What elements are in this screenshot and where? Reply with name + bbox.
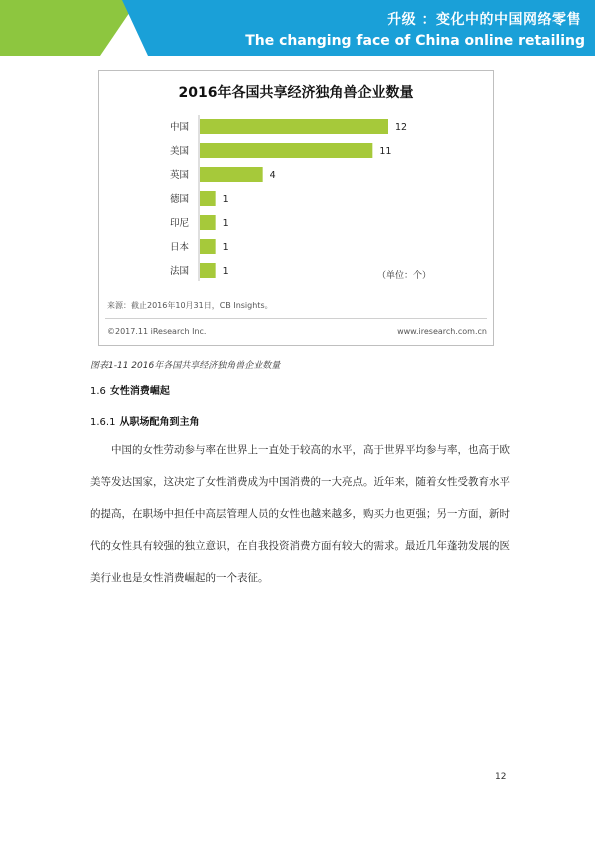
chart-value-label: 11 [379,146,392,157]
section-number: 1.6 [90,386,106,397]
section-title: 女性消费崛起 [109,386,170,397]
chart-value-label: 1 [222,218,229,229]
report-title-cn: 升级 ：变化中的中国网络零售 [387,12,581,28]
subsection-heading [90,413,199,428]
chart-category-label: 德国 [169,194,189,205]
chart-value-label: 1 [222,242,229,253]
chart-value-label: 1 [222,266,229,277]
chart-bar [200,215,216,230]
paragraph-line: 代的女性具有较强的独立意识，在自我投资消费方面有较大的需求。最近几年蓬勃发展的医 [90,540,510,552]
chart-value-label: 1 [222,194,229,205]
paragraph-line: 美行业也是女性消费崛起的一个表征。 [90,572,269,584]
subsection-title: 从职场配角到主角 [119,417,200,428]
chart-category-label: 法国 [169,266,189,277]
bar-chart [99,71,493,301]
paragraph-line: 中国的女性劳动参与率在世界上一直处于较高的水平，高于世界平均参与率，也高于欧 [111,444,510,456]
chart-source-note: 来源：截止2016年10月31日，CB Insights。 [107,301,273,310]
chart-bar [200,191,216,206]
chart-unit-note: （单位：个） [377,271,432,281]
chart-category-label: 英国 [169,170,189,181]
chart-bar [200,119,388,134]
chart-value-label: 12 [395,122,408,133]
chart-footer-divider [105,318,487,319]
subsection-number: 1.6.1 [90,417,116,428]
chart-title: 2016年各国共享经济独角兽企业数量 [178,85,414,101]
chart-copyright: ©2017.11 iResearch Inc. [107,327,207,336]
paragraph-line: 的提高，在职场中担任中高层管理人员的女性也越来越多，购买力也更强；另一方面，新时 [90,508,510,520]
chart-category-label: 美国 [169,146,189,157]
chart-value-label: 4 [269,170,276,181]
chart-category-label: 印尼 [169,218,189,229]
chart-bar [200,263,216,278]
header-banner [0,0,595,56]
page-number: 12 [495,772,507,782]
body-paragraph [90,440,510,600]
chart-category-label: 日本 [169,242,189,253]
paragraph-line: 美等发达国家，这决定了女性消费成为中国消费的一大亮点。近年来，随着女性受教育水平 [90,476,510,488]
section-heading [90,382,170,397]
chart-bar [200,239,216,254]
report-title-en: The changing face of China online retailing [245,33,585,49]
chart-category-label: 中国 [169,122,189,133]
chart-figure [98,70,494,346]
chart-bar [200,143,372,158]
chart-website: www.iresearch.com.cn [397,327,487,336]
figure-caption: 图表1-11 2016年各国共享经济独角兽企业数量 [90,361,281,371]
chart-bar [200,167,263,182]
